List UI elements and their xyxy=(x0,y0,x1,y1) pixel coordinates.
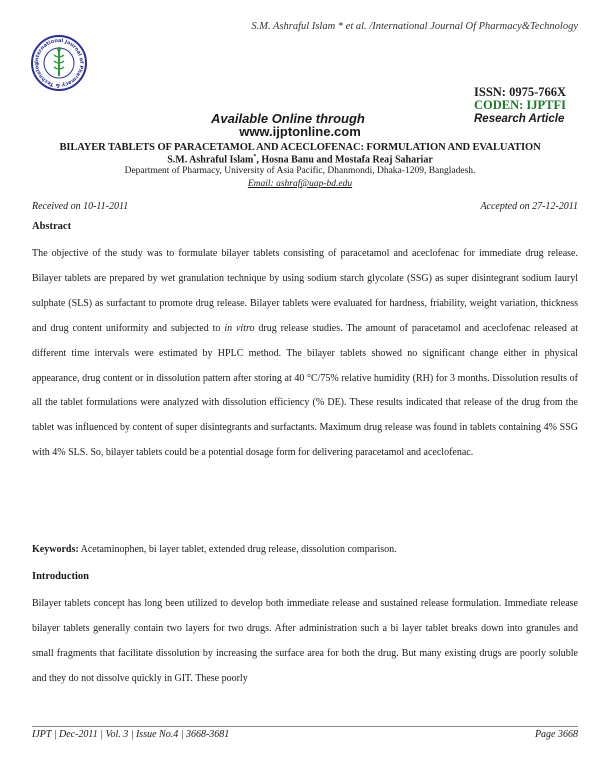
keywords-text: Acetaminophen, bi layer tablet, extended drug release, dissolution comparison. xyxy=(78,544,397,555)
abstract-text-b: drug release studies. The amount of paracetamol and aceclofenac released at different time intervals were estimated by HPLC method. The bilayer tablets showed no significant change either in physical appearance, drug content or in dissolution pattern after storing at 40 °C/75% relative humidity (RH) for 3 months. Dissolution results of all the tablet formulations were analyzed with dissolution efficiency (% DE). These results indicated that release of the drug from the tablet was influenced by content of super disintegrants and surfactants. Maximum drug release was found in tablets containing 4% SSG with 4% SLS. So, bilayer tablets could be a potential dosage form for delivering paracetamol and aceclofenac. xyxy=(32,322,578,459)
journal-logo-icon xyxy=(30,34,88,92)
introduction-text: Bilayer tablets concept has long been utilized to develop both immediate release and sustained release formulation. Immediate release bilayer tablets generally contain two layers for two drugs. After administration such a bi layer tablet breaks down into granules and small fragments that facilitate dissolution by increasing the surface area for both the drug. But many existing drugs are poorly soluble and they do not dissolve quickly in GIT. These poorly xyxy=(32,598,578,684)
page-number: Page 3668 xyxy=(534,729,578,740)
author-email[interactable]: Email: ashraf@uap-bd.edu xyxy=(247,179,353,189)
logo-ring-text: International Journal of Pharmacy & Technolog xyxy=(33,37,85,89)
article-type: Research Article xyxy=(474,113,565,125)
author-first: S.M. Ashraful Islam xyxy=(167,154,254,166)
abstract-text-a: The objective of the study was to formulate bilayer tablets consisting of paracetamol and aceclofenac for immediate drug release. Bilayer tablets are prepared by wet granulation technique by using sodium starch glycolate (SSG) as super disintegrant sodium lauryl sulphate (SLS) as surfactant to promote drug release. Bilayer tablets were evaluated for hardness, friability, weight variation, thickness and drug content uniformity and subjected to xyxy=(32,248,578,334)
abstract-text xyxy=(32,242,578,466)
coden: CODEN: IJPTFI xyxy=(474,98,567,112)
footer-citation: IJPT | Dec-2011 | Vol. 3 | Issue No.4 | 3668-3681 xyxy=(32,729,230,740)
keywords xyxy=(32,544,397,555)
introduction-heading: Introduction xyxy=(32,571,89,582)
received-date: Received on 10-11-2011 xyxy=(32,201,129,212)
affiliation: Department of Pharmacy, University of Asia Pacific, Dhanmondi, Dhaka-1209, Bangladesh. xyxy=(124,166,476,176)
accepted-date: Accepted on 27-12-2011 xyxy=(480,201,578,212)
running-head: S.M. Ashraful Islam * et al. /International Journal Of Pharmacy&Technology xyxy=(251,21,578,32)
footer-divider xyxy=(32,726,578,727)
issn: ISSN: 0975-766X xyxy=(474,85,567,99)
article-authors xyxy=(0,154,600,165)
author-rest: , Hosna Banu and Mostafa Reaj Sahariar xyxy=(256,154,433,166)
abstract-heading: Abstract xyxy=(32,221,72,232)
journal-logo xyxy=(30,34,88,92)
article-title: BILAYER TABLETS OF PARACETAMOL AND ACECLOFENAC: FORMULATION AND EVALUATION xyxy=(59,142,541,153)
journal-website[interactable]: www.ijptonline.com xyxy=(239,124,361,139)
keywords-label: Keywords: xyxy=(32,544,79,555)
corresponding-mark: * xyxy=(253,154,257,160)
available-online: Available Online through xyxy=(211,111,365,126)
abstract-italic: in vitro xyxy=(224,322,255,334)
